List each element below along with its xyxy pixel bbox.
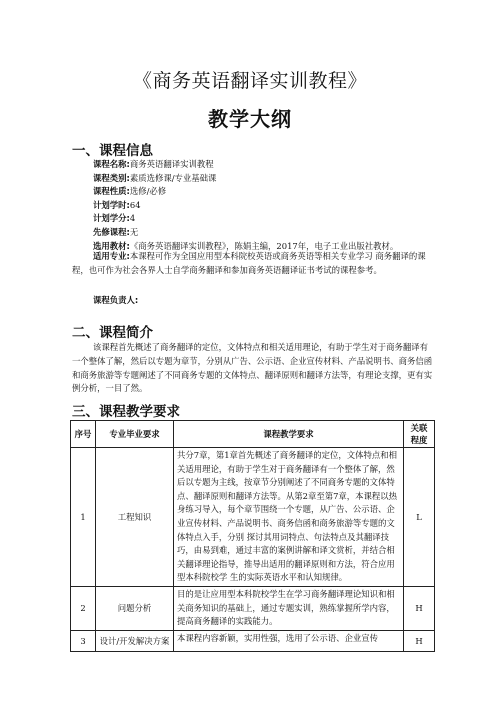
column-header: 课程教学要求 <box>174 421 404 448</box>
relevance-level: L <box>404 448 435 587</box>
applicable-majors-paragraph <box>72 250 434 277</box>
graduation-requirement: 设计/开发解决方案 <box>96 630 174 651</box>
course-category-row <box>93 172 433 186</box>
field-key: 课程类别: <box>93 172 130 183</box>
teaching-requirement: 本课程内容新颖，实用性强，选用了公示语、企业宣传 <box>174 630 404 651</box>
field-value: 素质选修课/专业基础课 <box>129 172 217 183</box>
column-header: 序号 <box>71 421 96 448</box>
field-value: 本课程可作为全国应用型本科院校英语或商务英语等相关专业学习 商务翻译的课程，也可作为社会各界人士自学商务翻译和参加商务英语翻译证书考试的课程参考。 <box>72 251 426 275</box>
planned-credits-row <box>93 212 433 226</box>
field-value: 商务英语翻译实训教程 <box>129 159 214 169</box>
row-number: 3 <box>71 630 96 651</box>
course-owner-label: 课程负责人: <box>93 295 139 305</box>
row-number: 1 <box>71 448 96 587</box>
field-value: 64 <box>129 199 141 210</box>
field-key: 课程性质: <box>93 186 130 197</box>
column-header: 专业毕业要求 <box>96 421 174 448</box>
graduation-requirement: 问题分析 <box>96 586 174 630</box>
field-value: 无 <box>129 226 139 237</box>
field-key: 计划学分: <box>93 213 130 224</box>
prerequisite-row <box>93 226 433 240</box>
graduation-requirement: 工程知识 <box>96 448 174 587</box>
relevance-level: H <box>404 630 435 651</box>
section-heading-course-info: 一、课程信息 <box>72 143 153 159</box>
course-nature-row <box>93 185 433 199</box>
table-row <box>71 448 435 587</box>
field-value: 4 <box>129 213 136 224</box>
field-key: 课程名称: <box>93 159 130 169</box>
field-key: 计划学时: <box>93 199 130 210</box>
relevance-level: H <box>404 586 435 630</box>
field-key: 选用教材: <box>93 240 130 251</box>
field-value: 选修/必修 <box>129 186 167 197</box>
row-number: 2 <box>71 586 96 630</box>
table-row <box>71 630 435 651</box>
teaching-requirements-table <box>70 420 435 652</box>
column-header: 关联程度 <box>404 421 435 448</box>
course-intro-paragraph: 该课程首先概述了商务翻译的定位，文体特点和相关适用理论，有助于学生对于商务翻译有一个整体了解，然后以专题为章节，分别从广告、公示语、企业宣传材料、产品说明书、商务信函和商务旅游等专题阐述了不同商务专题的文体特点、翻译原则和翻译方法等，有理论支撑，更有实例分析，一目了然。 <box>72 342 433 394</box>
field-key: 先修课程: <box>93 226 130 237</box>
field-value: 《商务英语翻译实训教程》，陈娟主编，2017年，电子工业出版社教材。 <box>129 240 399 251</box>
section-heading-teaching-requirements: 三、课程教学要求 <box>72 404 180 420</box>
table-row <box>71 586 435 630</box>
table-header-row <box>71 421 435 448</box>
course-name-row <box>93 158 433 172</box>
teaching-requirement: 共分7章，第1章首先概述了商务翻译的定位，文体特点和相关适用理论，有助于学生对于商务翻译有一个整体了解，然后以专题为主线，按章节分别阐述了不同商务专题的文体特点、翻译原则和翻译方法等。从第2章至第7章，本课程以热身练习导入，每个章节围绕一个专题，从广告、公示语、企业宣传材料、产品说明书、商务信函和商务旅游等专题的文体特点入手，分别 探讨其用词特点、句法特点及其翻译技巧，由易到难，通过丰富的案例讲解和译文赏析，并结合相关翻译理论指导，推导出适用的翻译原则和方法，符合应用型本科院校学 生的实际英语水平和认知规律。 <box>174 448 404 587</box>
field-key: 适用专业: <box>93 251 130 261</box>
course-info-list <box>93 158 433 253</box>
document-title: 《商务英语翻译实训教程》 <box>132 70 367 92</box>
section-heading-course-intro: 二、课程简介 <box>72 325 153 341</box>
teaching-requirement: 目的是让应用型本科院校学生在学习商务翻译理论知识和相关商务知识的基础上，通过专题实训，熟练掌握所学内容，提高商务翻译的实践能力。 <box>174 586 404 630</box>
document-subtitle: 教学大纲 <box>208 107 292 131</box>
planned-hours-row <box>93 199 433 213</box>
